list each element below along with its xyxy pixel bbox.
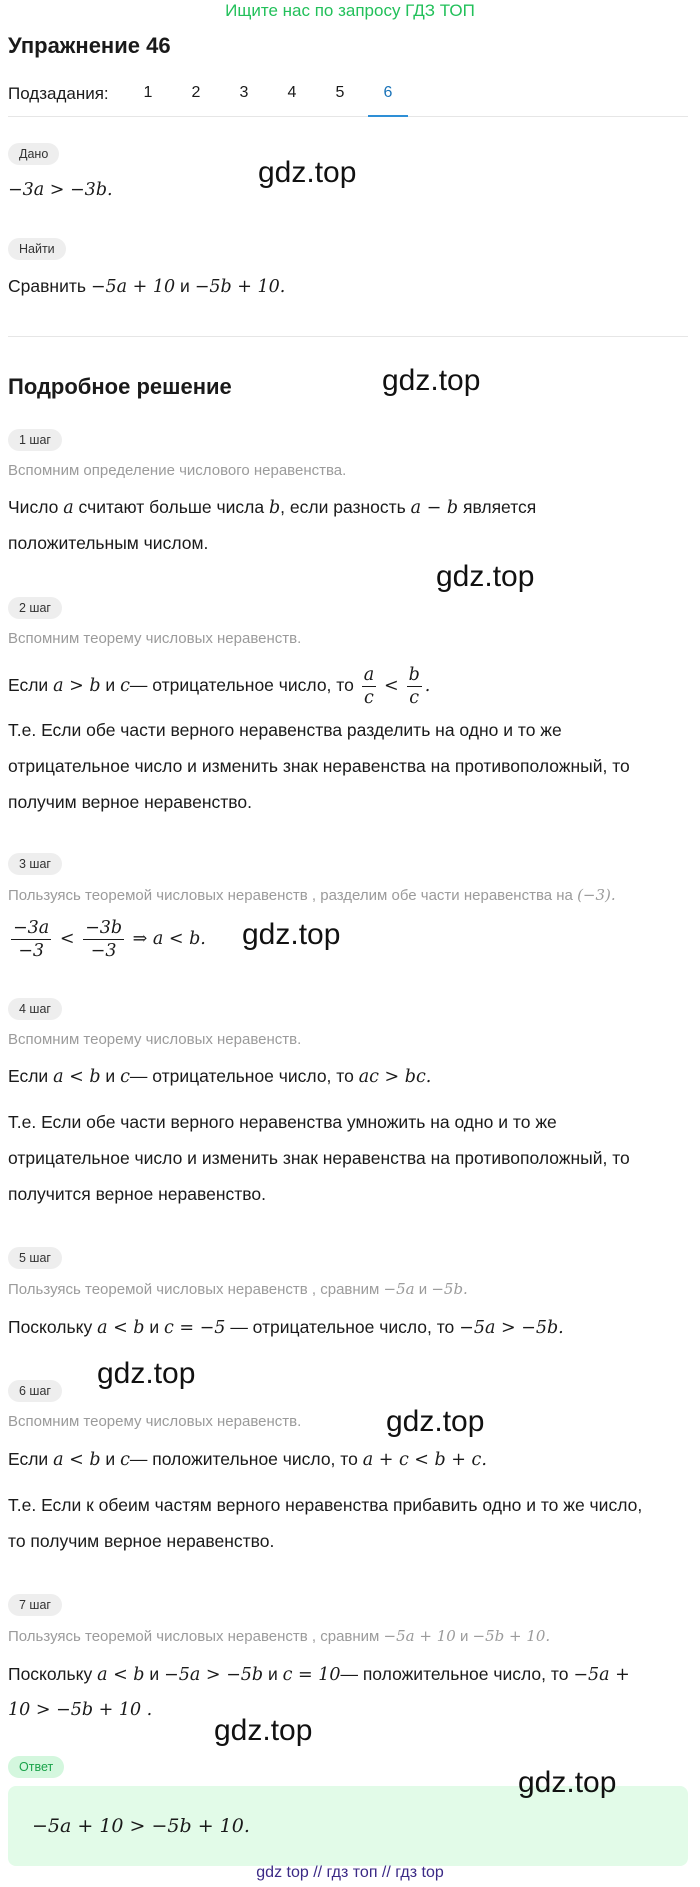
tab-3[interactable]: 3: [239, 84, 249, 101]
step-math: −5a > −5b: [164, 1665, 264, 1685]
hint-text: и: [459, 1628, 469, 1645]
step-text: , если разность: [280, 497, 406, 517]
step-math: ⇒ a < b.: [132, 929, 206, 949]
find-and: и: [180, 276, 190, 296]
page-title: Упражнение 46: [8, 33, 171, 58]
step-text: Если: [8, 675, 49, 696]
answer-badge: Ответ: [8, 1756, 64, 1778]
step-text: и: [105, 675, 116, 696]
step-math: c: [120, 1067, 130, 1087]
step-5-rule: [8, 1309, 564, 1346]
step-4-badge: 4 шаг: [8, 998, 62, 1020]
step-text: и: [105, 1449, 116, 1469]
step-math: a < b: [97, 1665, 145, 1685]
step-text: считают больше числа: [78, 497, 265, 517]
footer-links[interactable]: gdz top // гдз топ // гдз top: [256, 1864, 444, 1881]
step-math: .: [424, 676, 431, 697]
find-prefix: Сравнить: [8, 276, 86, 296]
step-5-badge: 5 шаг: [8, 1247, 62, 1269]
step-1-line-1: [8, 489, 536, 526]
step-math: a > b: [53, 676, 101, 697]
step-text: Если: [8, 1449, 49, 1469]
fraction: [83, 917, 124, 962]
numerator: −3a: [13, 918, 50, 938]
hint-math: (−3).: [577, 886, 616, 904]
step-math: a + c < b + c.: [362, 1450, 487, 1470]
step-text: — отрицательное число, то: [129, 675, 354, 696]
promo-banner[interactable]: Ищите нас по запросу ГДЗ ТОП: [225, 1, 475, 20]
find-expr-2: −5b + 10.: [194, 277, 286, 297]
step-4-hint: Вспомним теорему числовых неравенств.: [8, 1031, 302, 1048]
find-line: [8, 268, 285, 305]
answer-expression: −5a + 10 > −5b + 10.: [32, 1815, 250, 1837]
step-math: ac > bc.: [358, 1067, 432, 1087]
hint-text: Пользуясь теоремой числовых неравенств , разделим обе части неравенства на: [8, 887, 573, 904]
fraction: [407, 664, 422, 709]
watermark: gdz.top: [382, 364, 481, 397]
step-2-hint: Вспомним теорему числовых неравенств.: [8, 630, 302, 647]
step-text: — положительное число, то: [340, 1664, 569, 1684]
tab-1[interactable]: 1: [143, 84, 153, 101]
step-text: Поскольку: [8, 1664, 93, 1684]
step-4-expl-1: Т.е. Если обе части верного неравенства умножить на одно и то же: [8, 1112, 557, 1132]
step-text: и: [267, 1664, 278, 1684]
step-1-hint: Вспомним определение числового неравенства.: [8, 462, 347, 479]
step-math: c = 10: [282, 1665, 341, 1685]
hint-text: и: [418, 1281, 428, 1298]
hint-math: −5b.: [431, 1280, 468, 1298]
step-text: является: [462, 497, 537, 517]
hint-math: −5a: [383, 1280, 415, 1298]
find-expr-1: −5a + 10: [90, 277, 176, 297]
step-math: b: [268, 498, 281, 518]
denominator: −3: [83, 939, 124, 962]
watermark: gdz.top: [214, 1714, 313, 1747]
step-6-expl-2: то получим верное неравенство.: [8, 1531, 275, 1551]
step-4-expl-3: получится верное неравенство.: [8, 1184, 266, 1204]
step-text: — отрицательное число, то: [129, 1066, 354, 1086]
step-2-expl-3: получим верное неравенство.: [8, 792, 252, 812]
step-text: Число: [8, 497, 59, 517]
step-1-badge: 1 шаг: [8, 429, 62, 451]
step-6-hint: Вспомним теорему числовых неравенств.: [8, 1413, 302, 1430]
step-6-expl-1: Т.е. Если к обеим частям верного неравенства прибавить одно и то же число,: [8, 1495, 643, 1515]
subtask-label: Подзадания:: [8, 84, 109, 103]
step-7-rule-2: 10 > −5b + 10 .: [8, 1700, 153, 1720]
watermark: gdz.top: [258, 156, 357, 189]
step-math: a: [63, 498, 74, 518]
denominator: −3: [11, 939, 51, 962]
watermark: gdz.top: [518, 1766, 617, 1799]
step-math: a < b: [53, 1067, 101, 1087]
hint-text: Пользуясь теоремой числовых неравенств , сравним: [8, 1628, 380, 1645]
denominator: c: [407, 686, 422, 709]
step-text: — положительное число, то: [129, 1449, 358, 1469]
divider: [8, 336, 688, 337]
watermark: gdz.top: [386, 1405, 485, 1438]
step-1-line-2: положительным числом.: [8, 533, 209, 553]
step-6-rule: [8, 1441, 487, 1478]
step-4-expl-2: отрицательное число и изменить знак неравенства на противоположный, то: [8, 1148, 630, 1168]
numerator: b: [408, 665, 420, 685]
watermark: gdz.top: [242, 918, 341, 951]
step-math: c = −5: [164, 1318, 226, 1338]
hint-text: Пользуясь теоремой числовых неравенств , сравним: [8, 1281, 380, 1298]
step-math: c: [120, 1450, 130, 1470]
step-3-hint: [8, 886, 616, 904]
step-text: Поскольку: [8, 1317, 93, 1337]
step-text: Если: [8, 1066, 49, 1086]
step-6-badge: 6 шаг: [8, 1380, 62, 1402]
watermark: gdz.top: [436, 560, 535, 593]
step-math: −5a +: [573, 1665, 630, 1685]
step-7-badge: 7 шаг: [8, 1594, 62, 1616]
given-badge: Дано: [8, 143, 59, 165]
step-4-rule: [8, 1058, 431, 1095]
tab-2[interactable]: 2: [191, 84, 201, 101]
denominator: c: [362, 686, 376, 709]
step-3-computation: [8, 914, 206, 964]
find-badge: Найти: [8, 238, 66, 260]
subtask-tabs: [8, 84, 688, 117]
step-text: и: [149, 1317, 160, 1337]
hint-math: −5b + 10.: [472, 1627, 551, 1645]
fraction: [11, 917, 51, 962]
tab-5[interactable]: 5: [335, 84, 345, 101]
fraction: [362, 664, 376, 709]
watermark: gdz.top: [97, 1357, 196, 1390]
step-math: a < b: [53, 1450, 101, 1470]
given-expression: −3a > −3b.: [8, 180, 113, 200]
step-3-badge: 3 шаг: [8, 853, 62, 875]
step-text: и: [105, 1066, 116, 1086]
step-5-hint: [8, 1280, 468, 1298]
tab-6[interactable]: 6: [368, 84, 408, 117]
tab-4[interactable]: 4: [287, 84, 297, 101]
step-math: a − b: [410, 498, 459, 518]
numerator: −3b: [85, 918, 123, 938]
step-text: — отрицательное число, то: [230, 1317, 455, 1337]
step-math: <: [59, 929, 75, 949]
solution-title: Подробное решение: [8, 374, 232, 399]
hint-math: −5a + 10: [383, 1627, 456, 1645]
step-text: и: [149, 1664, 160, 1684]
step-math: a < b: [97, 1318, 145, 1338]
numerator: a: [363, 665, 375, 685]
step-math: <: [384, 676, 399, 697]
step-math: −5a > −5b.: [459, 1318, 564, 1338]
step-math: c: [120, 676, 130, 697]
step-2-expl-1: Т.е. Если обе части верного неравенства разделить на одно и то же: [8, 720, 562, 740]
step-7-rule-1: [8, 1656, 630, 1693]
step-2-expl-2: отрицательное число и изменить знак неравенства на противоположный, то: [8, 756, 630, 776]
step-2-rule: [8, 664, 430, 709]
step-2-badge: 2 шаг: [8, 597, 62, 619]
step-7-hint: [8, 1627, 550, 1645]
